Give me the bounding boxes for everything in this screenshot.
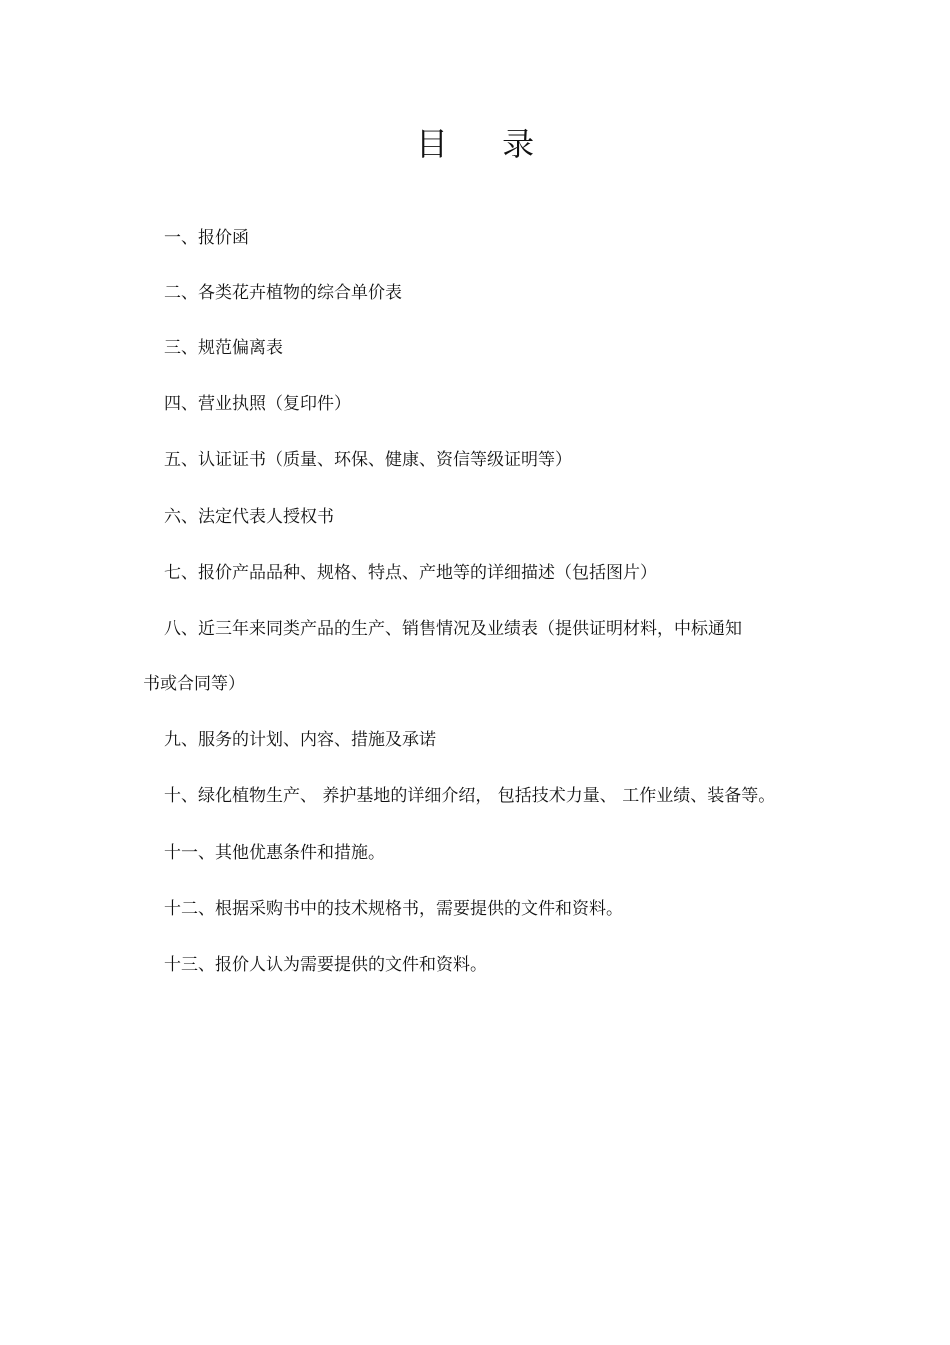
toc-item-10: 十、绿化植物生产、 养护基地的详细介绍， 包括技术力量、 工作业绩、装备等。 bbox=[164, 786, 776, 806]
toc-item-11: 十一、其他优惠条件和措施。 bbox=[164, 843, 385, 863]
toc-item-5: 五、认证证书（质量、环保、健康、资信等级证明等） bbox=[164, 450, 572, 470]
toc-item-8: 八、近三年来同类产品的生产、销售情况及业绩表（提供证明材料，中标通知 bbox=[164, 619, 742, 639]
toc-item-4: 四、营业执照（复印件） bbox=[164, 394, 351, 414]
toc-item-13: 十三、报价人认为需要提供的文件和资料。 bbox=[164, 955, 487, 975]
toc-item-9: 九、服务的计划、内容、措施及承诺 bbox=[164, 730, 436, 750]
toc-item-6: 六、法定代表人授权书 bbox=[164, 507, 334, 527]
toc-item-12: 十二、根据采购书中的技术规格书，需要提供的文件和资料。 bbox=[164, 899, 623, 919]
toc-item-7: 七、报价产品品种、规格、特点、产地等的详细描述（包括图片） bbox=[164, 563, 657, 583]
toc-item-2: 二、各类花卉植物的综合单价表 bbox=[164, 283, 402, 303]
toc-item-8-continued: 书或合同等） bbox=[143, 674, 245, 694]
page-title: 目 录 bbox=[415, 125, 557, 163]
toc-item-3: 三、规范偏离表 bbox=[164, 338, 283, 358]
toc-item-1: 一、报价函 bbox=[164, 228, 249, 248]
